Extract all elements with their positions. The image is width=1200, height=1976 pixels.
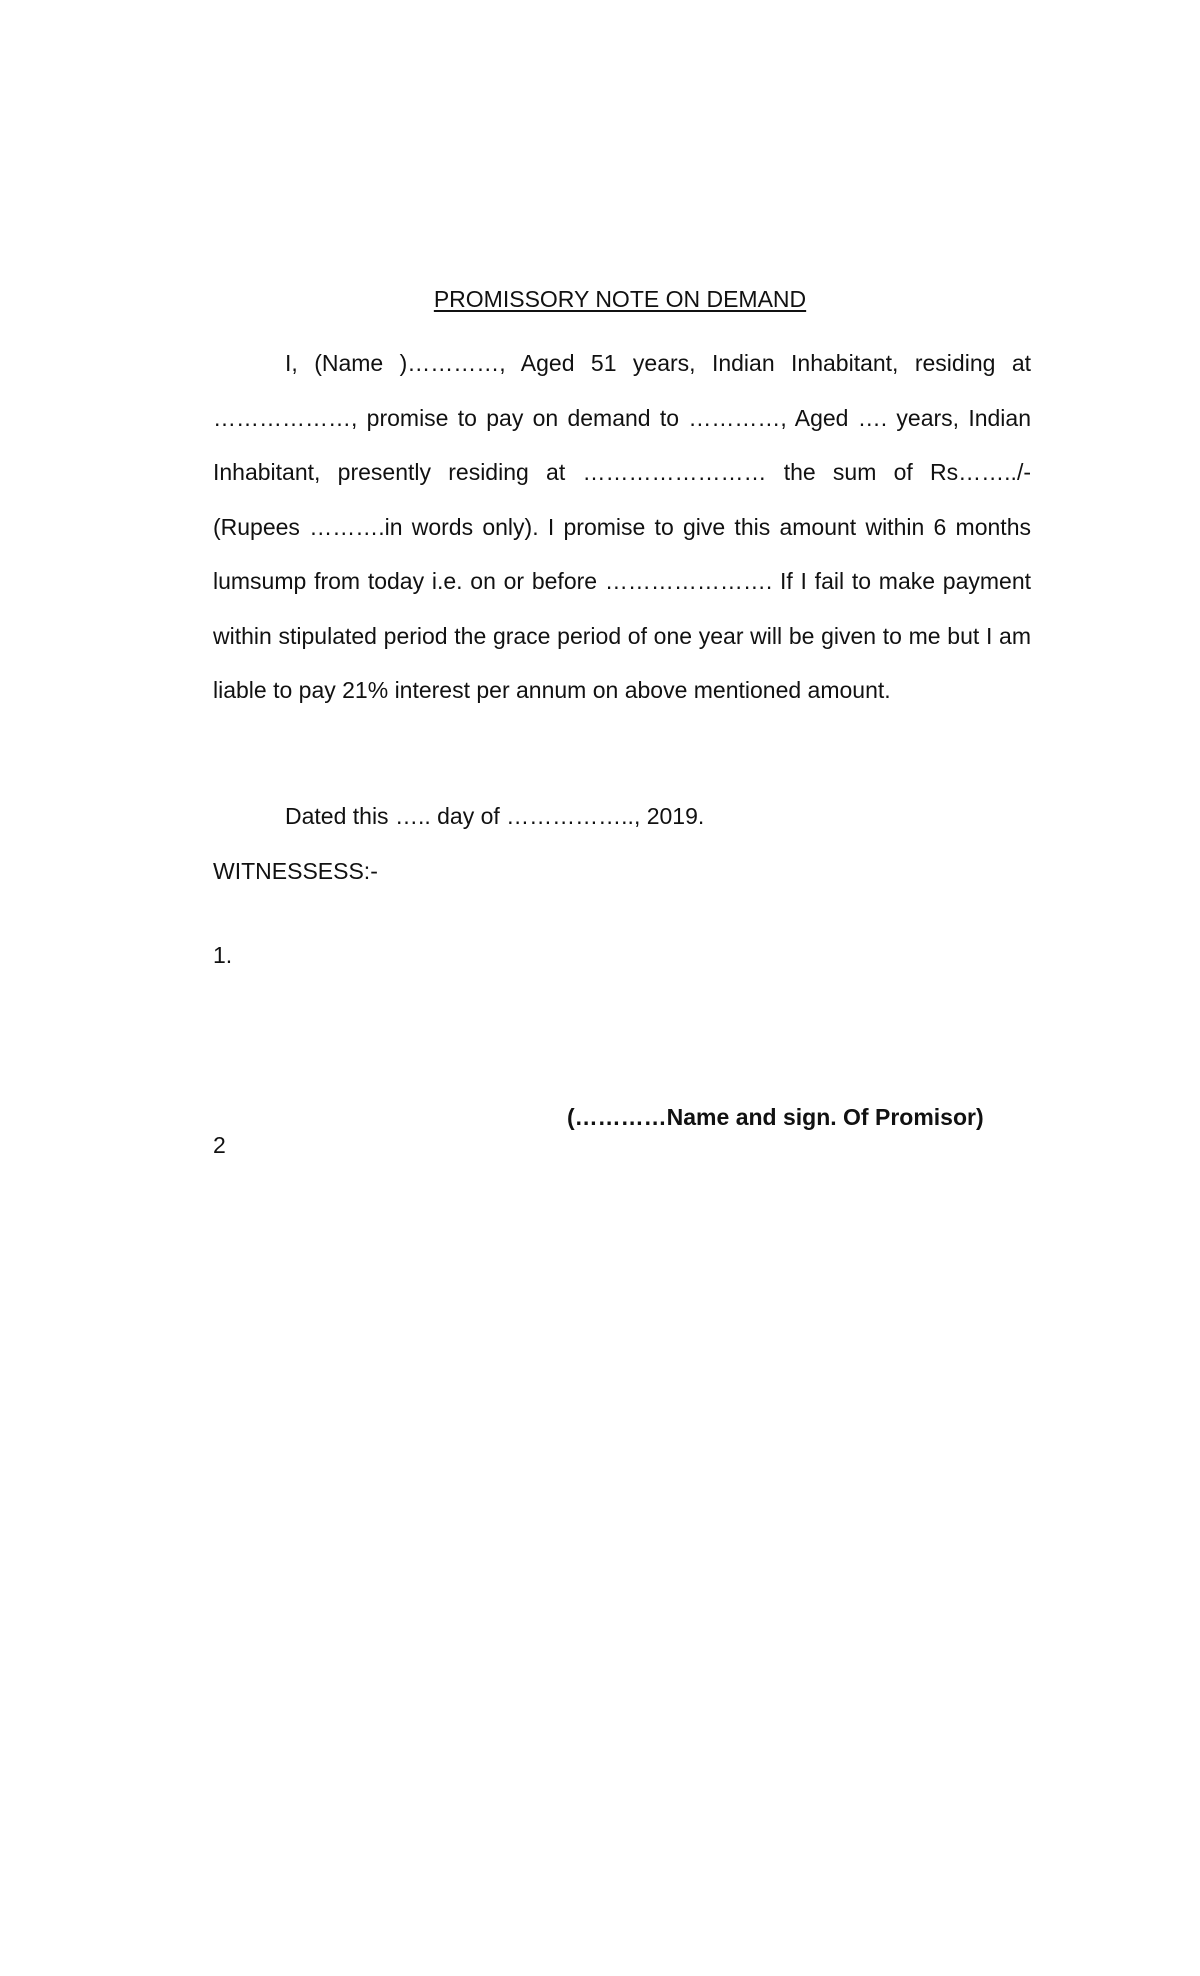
witness-2-label: 2 — [213, 1132, 226, 1158]
witnesses-heading: WITNESSESS:- — [213, 858, 378, 884]
witness-1-label: 1. — [213, 942, 233, 968]
promisor-signature-line: (…………Name and sign. Of Promisor) — [567, 1104, 984, 1130]
document-title: PROMISSORY NOTE ON DEMAND — [433, 286, 807, 312]
dated-line: Dated this ….. day of …………….., 2019. — [285, 803, 705, 829]
body-paragraph: I, (Name )…………, Aged 51 years, Indian Inhabitant, residing at ………………, promise to pay on demand to …………, Aged …. years, Indian Inhabitant, presently residing at …………………… the sum of Rs……../- (Rupees ……….in words only). I promise to give this amount within 6 months lumsump from today i.e. on or before …………………. If I fail to make payment within stipulated period the grace period of one year will be given to me but I am liable to pay 21% interest per annum on above mentioned amount. — [213, 350, 1031, 703]
